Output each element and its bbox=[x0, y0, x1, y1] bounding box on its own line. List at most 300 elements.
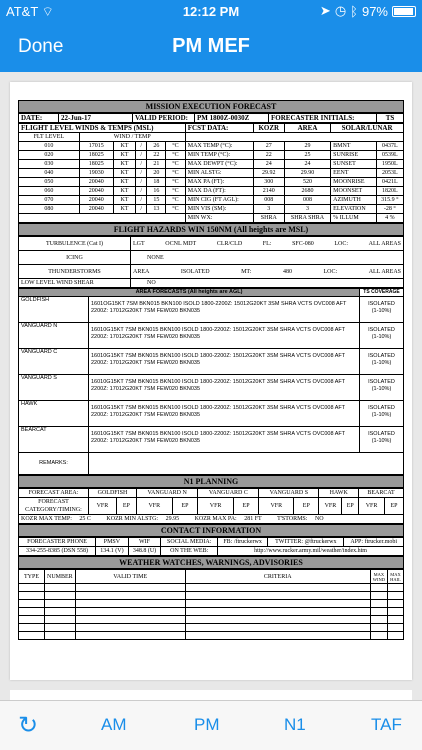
kozr-max-temp-value: 25 bbox=[79, 516, 86, 522]
fcst-area: 25 bbox=[284, 151, 330, 160]
winds-row bbox=[19, 142, 404, 151]
ww-cell bbox=[75, 592, 185, 600]
ww-col-criteria: CRITERIA bbox=[185, 570, 370, 584]
area-ts-coverage bbox=[360, 427, 404, 453]
wind-cell: 050 bbox=[19, 178, 80, 187]
fcst-label: MAX TEMP (°C): bbox=[185, 142, 253, 151]
flt-level-header: FLT LEVEL bbox=[19, 133, 80, 142]
fcst-label: MIN WX: bbox=[185, 214, 253, 223]
ww-row bbox=[19, 600, 404, 608]
kozr-min-alstg-value: 29.95 bbox=[165, 516, 180, 522]
wind-cell: 070 bbox=[19, 196, 80, 205]
area-name: VANGUARD N bbox=[19, 323, 89, 349]
winds-row bbox=[19, 169, 404, 178]
fcst-label: MIN TEMP (°C): bbox=[185, 151, 253, 160]
coverage-level: ISOLATED bbox=[368, 431, 395, 437]
area-name: GOLDFISH bbox=[19, 297, 89, 323]
document-viewer[interactable] bbox=[0, 72, 422, 700]
turbulence-value: CLR/CLD bbox=[216, 240, 243, 247]
icing-label: ICING bbox=[19, 251, 131, 265]
phone-value: 334-255-8385 (DSN 558) bbox=[19, 547, 96, 556]
fcst-label: MAX PA (FT): bbox=[185, 178, 253, 187]
ww-cell bbox=[75, 584, 185, 592]
solar-label: MOONRISE bbox=[331, 178, 377, 187]
wind-cell: / bbox=[136, 205, 147, 214]
wind-cell: / bbox=[136, 178, 147, 187]
header-row bbox=[18, 113, 404, 123]
ww-cell bbox=[185, 632, 370, 640]
area-forecast-text: 16010G15KT 7SM BKN015 BKN100 ISOLD 1800-2200Z: 15012G20KT 3SM SHRA VCTS OVC008 AFT 2200Z: 17012G20KT 7SM FEW020 BKN035 bbox=[89, 427, 360, 453]
wind-cell: °C bbox=[166, 142, 186, 151]
n1-header: N1 PLANNING bbox=[18, 475, 404, 488]
ww-cell bbox=[45, 616, 76, 624]
area-row bbox=[19, 323, 404, 349]
ww-cell bbox=[75, 632, 185, 640]
ww-cell bbox=[19, 624, 45, 632]
initials-label: FORECASTER INITIALS: bbox=[269, 114, 377, 123]
n1-category: VFR bbox=[198, 498, 233, 515]
fcst-area: 29.90 bbox=[284, 169, 330, 178]
turbulence-values bbox=[131, 237, 404, 251]
ww-cell bbox=[370, 600, 387, 608]
mef-title: MISSION EXECUTION FORECAST bbox=[18, 100, 404, 113]
ww-cell bbox=[388, 632, 404, 640]
contact-label: FORECASTER PHONE bbox=[19, 538, 96, 547]
n1-kozr-row bbox=[19, 515, 404, 524]
pmsv-value: 134.1 (V) bbox=[96, 547, 129, 556]
wind-cell: / bbox=[136, 142, 147, 151]
wind-cell: 19030 bbox=[79, 169, 113, 178]
wind-temp-header: WIND / TEMP bbox=[79, 133, 185, 142]
wind-cell: 20040 bbox=[79, 205, 113, 214]
contact-label: SOCIAL MEDIA: bbox=[161, 538, 218, 547]
thunderstorm-value: AREA bbox=[133, 268, 150, 275]
ww-cell bbox=[388, 600, 404, 608]
valid-value: PM 1800Z-0030Z bbox=[195, 114, 269, 123]
contact-label: TWITTER: @ftruckerwx bbox=[268, 538, 344, 547]
area-row bbox=[19, 349, 404, 375]
contact-label: PMSV bbox=[96, 538, 129, 547]
ww-cell bbox=[388, 616, 404, 624]
wind-cell: 060 bbox=[19, 187, 80, 196]
ww-cell bbox=[185, 624, 370, 632]
turbulence-value: ALL AREAS bbox=[368, 240, 401, 247]
n1-category: VFR bbox=[259, 498, 294, 515]
wind-cell: / bbox=[136, 151, 147, 160]
coverage-level: ISOLATED bbox=[368, 327, 395, 333]
wind-cell: 18 bbox=[147, 178, 166, 187]
web-url[interactable]: http://www.rucker.army.mil/weather/index.htm bbox=[218, 547, 404, 556]
solar-label: SUNRISE bbox=[331, 151, 377, 160]
thunderstorm-value: LOC: bbox=[323, 268, 338, 275]
solar-value: 4 % bbox=[376, 214, 403, 223]
icing-text: NONE bbox=[147, 254, 164, 261]
area-ts-coverage bbox=[360, 297, 404, 323]
hazards-header: FLIGHT HAZARDS WIN 150NM (All heights are MSL) bbox=[18, 223, 404, 236]
wind-cell: °C bbox=[166, 169, 186, 178]
coverage-pct: (1-10%) bbox=[371, 412, 392, 418]
wind-cell: 20 bbox=[147, 169, 166, 178]
ww-row bbox=[19, 592, 404, 600]
area-header: AREA bbox=[284, 124, 330, 133]
thunderstorm-value: MT: bbox=[241, 268, 252, 275]
contact-label: FB: /ftruckerwx bbox=[218, 538, 268, 547]
bluetooth-icon: ᛒ bbox=[350, 3, 358, 19]
contact-label: WIF bbox=[128, 538, 161, 547]
clock: 12:12 PM bbox=[182, 4, 240, 19]
ww-table bbox=[18, 569, 404, 640]
n1-area-label: FORECAST AREA: bbox=[19, 489, 89, 498]
status-bar bbox=[0, 0, 422, 22]
solar-value: -28 ° bbox=[376, 205, 403, 214]
winds-row bbox=[19, 187, 404, 196]
wind-cell: KT bbox=[113, 205, 135, 214]
ww-cell bbox=[19, 632, 45, 640]
n1-category-label: FORECAST CATEGORY/TIMING: bbox=[19, 498, 89, 515]
hazards-table bbox=[18, 236, 404, 288]
coverage-level: ISOLATED bbox=[368, 379, 395, 385]
ww-cell bbox=[45, 600, 76, 608]
kozr-max-pa-unit: FT bbox=[254, 516, 262, 522]
area-row bbox=[19, 427, 404, 453]
wind-cell: 080 bbox=[19, 205, 80, 214]
ww-cell bbox=[185, 616, 370, 624]
winds-row bbox=[19, 178, 404, 187]
fcst-kozr: 300 bbox=[253, 178, 284, 187]
kozr-max-pa-label: KOZR MAX PA: bbox=[194, 516, 237, 522]
ww-cell bbox=[19, 608, 45, 616]
area-ts-coverage bbox=[360, 323, 404, 349]
solar-value: 1950L bbox=[376, 160, 403, 169]
turbulence-value: LOC: bbox=[334, 240, 349, 247]
area-name: HAWK bbox=[19, 401, 89, 427]
area-forecast-text: 16010G15KT 7SM BKN015 BKN100 ISOLD 1800-2200Z: 15012G20KT 3SM SHRA VCTS OVC008 AFT 2200Z: 17012G20KT 7SM FEW020 BKN035 bbox=[89, 375, 360, 401]
winds-row bbox=[19, 160, 404, 169]
n1-category: VFR bbox=[89, 498, 117, 515]
wind-cell: 17015 bbox=[79, 142, 113, 151]
solar-value: 0421L bbox=[376, 178, 403, 187]
ww-col-max-wind: MAX WIND bbox=[370, 570, 387, 584]
tstorms-value: NO bbox=[314, 516, 324, 522]
ww-cell bbox=[45, 592, 76, 600]
wind-cell: 030 bbox=[19, 160, 80, 169]
area-row bbox=[19, 297, 404, 323]
coverage-pct: (1-10%) bbox=[371, 438, 392, 444]
location-icon: ➤ bbox=[319, 3, 331, 18]
winds-row bbox=[19, 205, 404, 214]
n1-category: EP bbox=[172, 498, 198, 515]
ww-cell bbox=[45, 608, 76, 616]
mef-form bbox=[18, 100, 404, 640]
wind-cell: 13 bbox=[147, 205, 166, 214]
wind-cell: 21 bbox=[147, 160, 166, 169]
wind-cell: °C bbox=[166, 196, 186, 205]
fcst-label: MIN VIS (SM): bbox=[185, 205, 253, 214]
n1-category: VFR bbox=[319, 498, 342, 515]
page-title: PM MEF bbox=[172, 35, 250, 57]
ww-cell bbox=[388, 608, 404, 616]
area-ts-coverage bbox=[360, 401, 404, 427]
ww-col-number: NUMBER bbox=[45, 570, 76, 584]
ww-cell bbox=[388, 584, 404, 592]
ww-col-valid: VALID TIME bbox=[75, 570, 185, 584]
turbulence-value: OCNL MDT bbox=[165, 240, 197, 247]
wind-cell: °C bbox=[166, 151, 186, 160]
valid-label: VALID PERIOD: bbox=[133, 114, 195, 123]
solar-header: SOLAR/LUNAR bbox=[331, 124, 404, 133]
ww-cell bbox=[75, 600, 185, 608]
fcst-kozr: 24 bbox=[253, 160, 284, 169]
fcst-kozr: 2140 bbox=[253, 187, 284, 196]
ww-cell bbox=[370, 624, 387, 632]
winds-row bbox=[19, 214, 404, 223]
wind-cell: KT bbox=[113, 142, 135, 151]
icing-value bbox=[131, 251, 404, 265]
tstorms-label: T'STORMS: bbox=[277, 516, 308, 522]
n1-table bbox=[18, 488, 404, 524]
solar-label: SUNSET bbox=[331, 160, 377, 169]
nav-bar bbox=[0, 22, 422, 72]
battery-percent: 97% bbox=[361, 3, 388, 19]
thunderstorm-value: 480 bbox=[282, 268, 292, 275]
ww-cell bbox=[370, 584, 387, 592]
fcst-label: MAX DEWPT (°C): bbox=[185, 160, 253, 169]
wind-cell-empty bbox=[19, 214, 186, 223]
solar-value: 1820L bbox=[376, 187, 403, 196]
fcst-area: 24 bbox=[284, 160, 330, 169]
wind-cell: °C bbox=[166, 178, 186, 187]
ww-cell bbox=[75, 608, 185, 616]
ww-cell bbox=[185, 584, 370, 592]
ww-row bbox=[19, 608, 404, 616]
kozr-max-temp-unit: C bbox=[86, 516, 91, 522]
solar-label: % ILLUM bbox=[331, 214, 377, 223]
ww-col-max-hail: MAX HAIL bbox=[388, 570, 404, 584]
wind-cell: / bbox=[136, 196, 147, 205]
ww-cell bbox=[185, 608, 370, 616]
area-name: BEARCAT bbox=[19, 427, 89, 453]
carrier-label: AT&T ⌔ bbox=[6, 4, 54, 19]
battery-icon bbox=[392, 6, 416, 17]
wind-cell: °C bbox=[166, 187, 186, 196]
ww-cell bbox=[185, 600, 370, 608]
n1-category: EP bbox=[233, 498, 259, 515]
solar-value: 0437L bbox=[376, 142, 403, 151]
thunderstorm-value: ALL AREAS bbox=[368, 268, 401, 275]
turbulence-label: TURBULENCE (Cat I) bbox=[19, 237, 131, 251]
wif-value: 348.8 (U) bbox=[128, 547, 161, 556]
initials-value: TS bbox=[377, 114, 404, 123]
contact-label: APP: ftrucker.mobi bbox=[344, 538, 404, 547]
contact-table bbox=[18, 537, 404, 556]
area-forecast-text: 16010G15KT 7SM BKN015 BKN100 ISOLD 1800-2200Z: 15012G20KT 3SM SHRA VCTS OVC008 AFT 2200Z: 17012G20KT 7SM FEW020 BKN035 bbox=[89, 401, 360, 427]
n1-category: VFR bbox=[359, 498, 385, 515]
n1-area-name: BEARCAT bbox=[359, 489, 404, 498]
solar-label: BMNT bbox=[331, 142, 377, 151]
date-label: DATE: bbox=[19, 114, 59, 123]
llws-value bbox=[131, 279, 404, 288]
solar-value: 315.9 ° bbox=[376, 196, 403, 205]
wind-cell: KT bbox=[113, 187, 135, 196]
fcst-area: 2680 bbox=[284, 187, 330, 196]
ww-cell bbox=[19, 584, 45, 592]
turbulence-value: LGT bbox=[133, 240, 145, 247]
ww-cell bbox=[370, 616, 387, 624]
area-forecast-header: AREA FORECASTS (All heights are AGL) bbox=[19, 289, 360, 297]
ww-header: WEATHER WATCHES, WARNINGS, ADVISORIES bbox=[18, 556, 404, 569]
ww-cell bbox=[19, 592, 45, 600]
wifi-icon: ⌔ bbox=[41, 4, 54, 19]
n1-area-name: VANGUARD S bbox=[259, 489, 319, 498]
n1-category: EP bbox=[116, 498, 136, 515]
remarks-label: REMARKS: bbox=[19, 453, 89, 475]
ww-cell bbox=[388, 624, 404, 632]
status-right bbox=[320, 3, 416, 19]
wind-cell: 20040 bbox=[79, 187, 113, 196]
spacer bbox=[185, 133, 403, 142]
mef-page bbox=[10, 82, 412, 680]
wind-cell: KT bbox=[113, 178, 135, 187]
area-ts-coverage bbox=[360, 349, 404, 375]
wind-cell: 010 bbox=[19, 142, 80, 151]
solar-label: MOONSET bbox=[331, 187, 377, 196]
coverage-pct: (1-10%) bbox=[371, 308, 392, 314]
fcst-kozr: 008 bbox=[253, 196, 284, 205]
ww-cell bbox=[75, 616, 185, 624]
fcst-kozr: 27 bbox=[253, 142, 284, 151]
winds-row bbox=[19, 196, 404, 205]
flw-header: FLIGHT LEVEL WINDS & TEMPS (MSL) bbox=[19, 124, 186, 133]
turbulence-value: FL: bbox=[262, 240, 272, 247]
fcst-area: 29 bbox=[284, 142, 330, 151]
wind-cell: °C bbox=[166, 160, 186, 169]
n1-category: EP bbox=[385, 498, 404, 515]
area-name: VANGUARD S bbox=[19, 375, 89, 401]
wind-cell: 18025 bbox=[79, 160, 113, 169]
wind-cell: KT bbox=[113, 151, 135, 160]
ww-cell bbox=[388, 592, 404, 600]
fwb-page bbox=[10, 690, 412, 700]
llws-label: LOW LEVEL WIND SHEAR bbox=[19, 279, 131, 288]
winds-row bbox=[19, 151, 404, 160]
n1-area-name: HAWK bbox=[319, 489, 359, 498]
coverage-pct: (1-10%) bbox=[371, 386, 392, 392]
ww-col-type: TYPE bbox=[19, 570, 45, 584]
thunderstorms-values bbox=[131, 265, 404, 279]
area-ts-coverage bbox=[360, 375, 404, 401]
wind-cell: 22 bbox=[147, 151, 166, 160]
taf-button[interactable]: TAF bbox=[371, 715, 402, 734]
n1-category: EP bbox=[342, 498, 359, 515]
fcst-kozr: 22 bbox=[253, 151, 284, 160]
n1-button[interactable]: N1 bbox=[284, 715, 306, 734]
thunderstorm-value: ISOLATED bbox=[180, 268, 210, 275]
ww-row bbox=[19, 624, 404, 632]
wind-cell: 20040 bbox=[79, 196, 113, 205]
coverage-pct: (1-10%) bbox=[371, 334, 392, 340]
wind-cell: 26 bbox=[147, 142, 166, 151]
wind-cell: °C bbox=[166, 205, 186, 214]
bottom-toolbar bbox=[0, 700, 422, 750]
solar-label: ELEVATION bbox=[331, 205, 377, 214]
fcst-label: MAX DA (FT): bbox=[185, 187, 253, 196]
thunderstorms-label: THUNDERSTORMS bbox=[19, 265, 131, 279]
n1-category: EP bbox=[294, 498, 319, 515]
ww-cell bbox=[45, 632, 76, 640]
n1-area-name: VANGUARD C bbox=[198, 489, 259, 498]
area-row bbox=[19, 375, 404, 401]
alarm-icon: ◷ bbox=[334, 3, 347, 18]
llws-text: NO bbox=[147, 280, 156, 286]
pm-button[interactable]: PM bbox=[194, 715, 220, 734]
contact-header: CONTACT INFORMATION bbox=[18, 524, 404, 537]
fcst-area: 008 bbox=[284, 196, 330, 205]
fcst-kozr: SHRA bbox=[253, 214, 284, 223]
remarks-value bbox=[89, 453, 404, 475]
winds-fcst-table bbox=[18, 123, 404, 223]
wind-cell: / bbox=[136, 160, 147, 169]
ww-cell bbox=[370, 632, 387, 640]
coverage-level: ISOLATED bbox=[368, 301, 395, 307]
kozr-min-alstg-label: KOZR MIN ALSTG: bbox=[106, 516, 159, 522]
solar-value: 0539L bbox=[376, 151, 403, 160]
ww-cell bbox=[45, 584, 76, 592]
ww-cell bbox=[185, 592, 370, 600]
ww-row bbox=[19, 584, 404, 592]
solar-value: 2053L bbox=[376, 169, 403, 178]
am-button[interactable]: AM bbox=[101, 715, 127, 734]
wind-cell: KT bbox=[113, 160, 135, 169]
n1-area-name: VANGUARD N bbox=[136, 489, 197, 498]
ww-cell bbox=[19, 616, 45, 624]
wind-cell: KT bbox=[113, 196, 135, 205]
wind-cell: 16 bbox=[147, 187, 166, 196]
wind-cell: KT bbox=[113, 169, 135, 178]
solar-label: AZIMUTH bbox=[331, 196, 377, 205]
ww-cell bbox=[75, 624, 185, 632]
area-forecast-text: 16010G15KT 7SM BKN015 BKN100 ISOLD 1800-2200Z: 15012G20KT 3SM SHRA VCTS OVC008 AFT 2200Z: 17012G20KT 7SM FEW020 BKN035 bbox=[89, 349, 360, 375]
ww-row bbox=[19, 632, 404, 640]
refresh-icon[interactable]: ↻ bbox=[18, 712, 39, 739]
kozr-max-temp-label: KOZR MAX TEMP: bbox=[21, 516, 72, 522]
ww-cell bbox=[370, 608, 387, 616]
area-row bbox=[19, 401, 404, 427]
fcst-label: MIN CIG (FT AGL): bbox=[185, 196, 253, 205]
fcst-label: MIN ALSTG: bbox=[185, 169, 253, 178]
coverage-level: ISOLATED bbox=[368, 405, 395, 411]
ww-cell bbox=[19, 600, 45, 608]
ww-cell bbox=[45, 624, 76, 632]
kozr-max-pa-value: 281 bbox=[244, 516, 254, 522]
fcst-kozr: 3 bbox=[253, 205, 284, 214]
wind-cell: 18025 bbox=[79, 151, 113, 160]
turbulence-value: SFC-080 bbox=[292, 240, 314, 247]
fcst-header: FCST DATA: bbox=[185, 124, 253, 133]
n1-area-name: GOLDFISH bbox=[89, 489, 137, 498]
date-value: 22-Jun-17 bbox=[59, 114, 133, 123]
ww-row bbox=[19, 616, 404, 624]
done-button[interactable]: Done bbox=[18, 36, 64, 57]
n1-category: VFR bbox=[136, 498, 172, 515]
wind-cell: 040 bbox=[19, 169, 80, 178]
fcst-area: 520 bbox=[284, 178, 330, 187]
ts-coverage-header: TS COVERAGE bbox=[360, 289, 404, 297]
wind-cell: / bbox=[136, 187, 147, 196]
fcst-area: 3 bbox=[284, 205, 330, 214]
area-forecast-text: 1601OG15KT 7SM BKN015 BKN100 ISOLD 1800-2200Z: 15012G20KT 3SM SHRA VCTS OVC008 AFT 2200Z: 17012G20KT 7SM FEW020 BKN035 bbox=[89, 297, 360, 323]
wind-cell: 20040 bbox=[79, 178, 113, 187]
solar-label: EENT bbox=[331, 169, 377, 178]
